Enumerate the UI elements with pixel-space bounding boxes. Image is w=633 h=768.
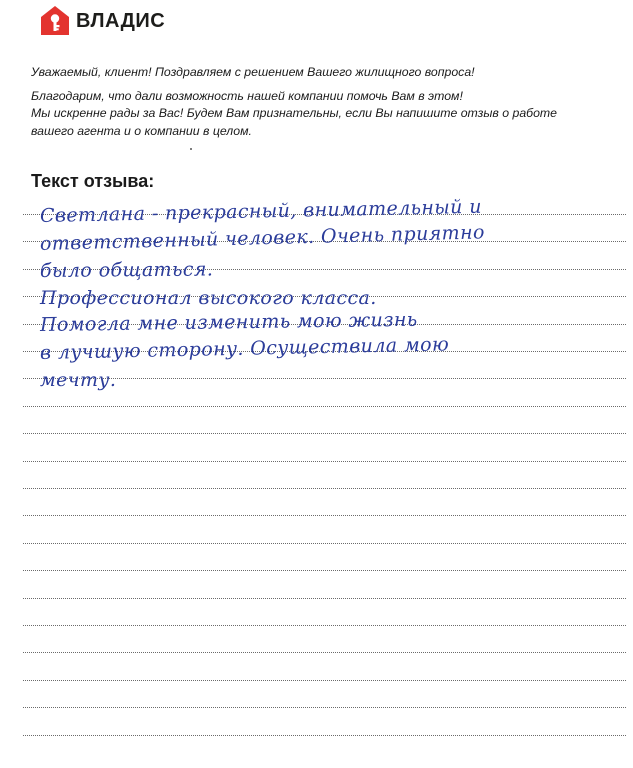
intro-line: Мы искренне рады за Вас! Будем Вам признательны, если Вы напишите отзыв о работе [31,106,558,120]
ruled-line [23,515,626,516]
brand-name: ВЛАДИС [76,9,166,32]
brand-logo [38,4,165,38]
intro-greeting: Уважаемый, клиент! Поздравляем с решением Вашего жилищного вопроса! [31,65,475,79]
ruled-line [23,652,626,653]
intro-line: вашего агента и о компании в целом. [31,123,252,138]
ruled-line [23,461,626,462]
ruled-line [23,735,626,736]
stray-dot [190,148,192,150]
ruled-line [23,543,626,544]
ruled-line [23,488,626,489]
handwritten-review [39,195,610,400]
handwritten-line: мечту. [40,368,117,391]
handwritten-line: Профессионал высокого класса. [40,286,377,309]
review-title: Текст отзыва: [31,171,155,191]
handwritten-line: Помогла мне изменить мою жизнь [39,309,418,337]
ruled-line [23,433,626,434]
ruled-line [23,598,626,599]
ruled-line [23,707,626,708]
ruled-line [23,625,626,626]
handwritten-line: в лучшую сторону. Осуществила мою [39,333,450,364]
handwritten-line: ответственный человек. Очень приятно [39,220,486,255]
intro-text [31,64,611,140]
handwritten-line: было общаться. [39,258,214,283]
intro-line: Благодарим, что дали возможность нашей компании помочь Вам в этом! [31,88,463,103]
ruled-line [23,406,626,407]
handwritten-line: Светлана - прекрасный, внимательный и [39,195,483,227]
house-key-icon [38,4,72,38]
ruled-line [23,680,626,681]
ruled-line [23,570,626,571]
